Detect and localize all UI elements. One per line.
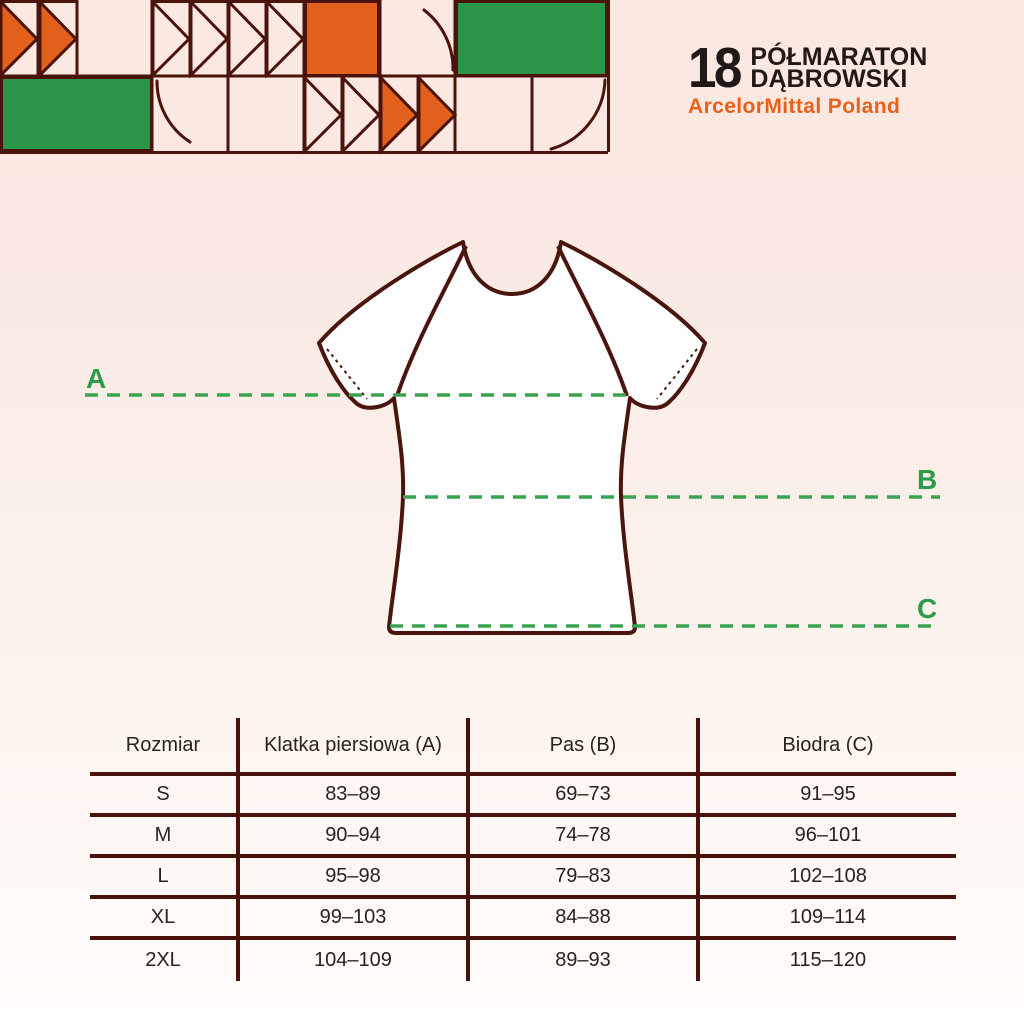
waist-cell: 84–88	[470, 899, 700, 940]
chest-cell: 95–98	[240, 858, 470, 899]
size-cell: L	[90, 858, 240, 899]
hips-cell: 91–95	[700, 776, 956, 817]
size-cell: XL	[90, 899, 240, 940]
measure-label-b: B	[917, 464, 938, 495]
measure-label-a: A	[86, 363, 107, 394]
waist-cell: 74–78	[470, 817, 700, 858]
chest-cell: 83–89	[240, 776, 470, 817]
sponsor-name: ArcelorMittal Poland	[688, 95, 901, 118]
waist-cell: 69–73	[470, 776, 700, 817]
waist-cell: 89–93	[470, 940, 700, 981]
size-cell: 2XL	[90, 940, 240, 981]
logo-title-line1: PÓŁMARATON	[750, 43, 928, 71]
hips-cell: 102–108	[700, 858, 956, 899]
size-cell: S	[90, 776, 240, 817]
hips-cell: 109–114	[700, 899, 956, 940]
column-header-waist: Pas (B)	[470, 718, 700, 776]
chest-cell: 99–103	[240, 899, 470, 940]
size-table	[90, 718, 956, 981]
chest-cell: 104–109	[240, 940, 470, 981]
chest-cell: 90–94	[240, 817, 470, 858]
logo-title-line2: DĄBROWSKI	[750, 65, 908, 93]
column-header-size: Rozmiar	[90, 718, 240, 776]
tshirt-illustration	[319, 242, 705, 633]
hips-cell: 96–101	[700, 817, 956, 858]
hips-cell: 115–120	[789, 949, 867, 971]
size-cell: M	[90, 817, 240, 858]
column-header-chest: Klatka piersiowa (A)	[240, 718, 470, 776]
measure-label-c: C	[917, 593, 938, 624]
waist-cell: 79–83	[470, 858, 700, 899]
logo-number: 18	[688, 36, 740, 100]
column-header-hips: Biodra (C)	[700, 718, 956, 776]
